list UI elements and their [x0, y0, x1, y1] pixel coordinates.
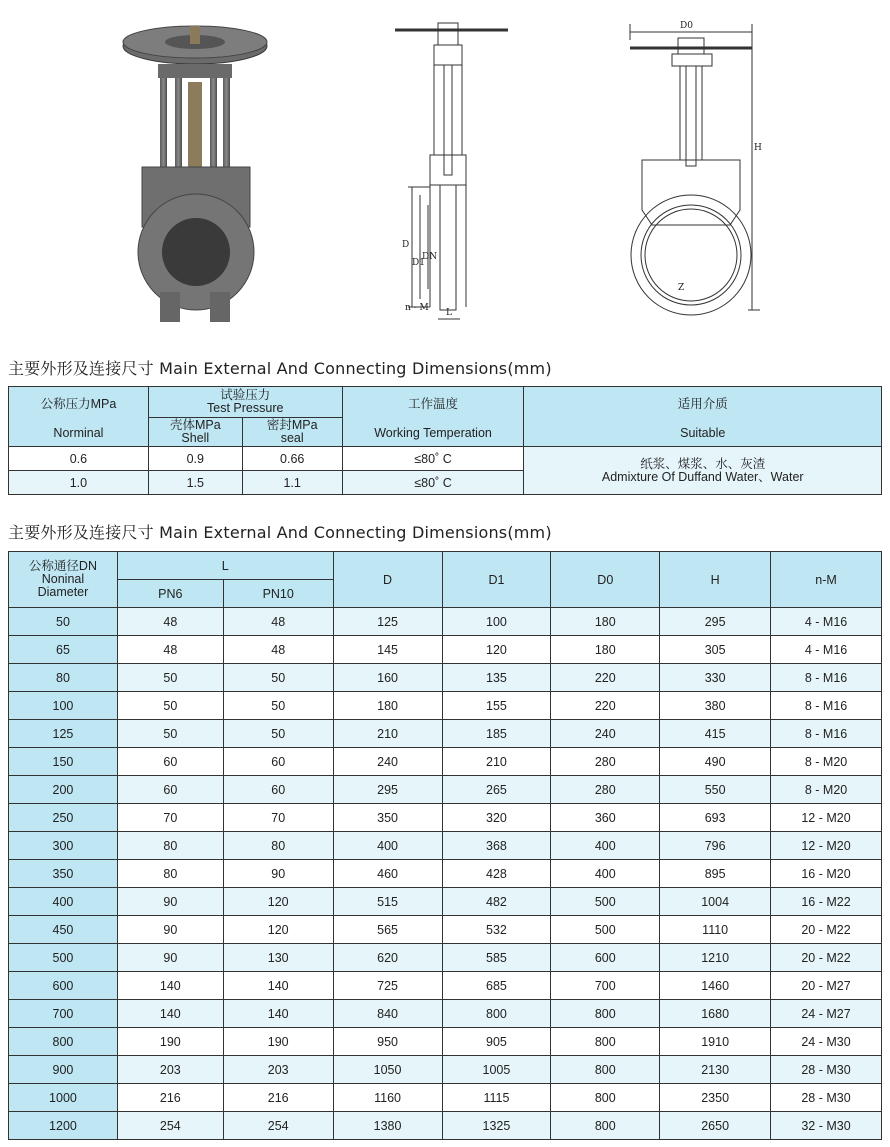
cell-l-pn6: 90 — [117, 916, 223, 944]
cell-nm: 8 - M20 — [771, 776, 882, 804]
header-pn6: PN6 — [117, 580, 223, 608]
cell-d1: 210 — [442, 748, 551, 776]
cell-d0: 800 — [551, 1028, 660, 1056]
cell-dn: 125 — [9, 720, 118, 748]
cell-d: 620 — [333, 944, 442, 972]
header-seal-en: seal — [280, 431, 304, 445]
cell-d1: 585 — [442, 944, 551, 972]
table-row — [9, 1084, 882, 1112]
cell-seal: 0.66 — [242, 447, 342, 471]
cell-d1: 135 — [442, 664, 551, 692]
label-D: D — [402, 240, 410, 250]
figure-area — [0, 0, 890, 340]
cell-l-pn6: 60 — [117, 776, 223, 804]
cell-l-pn10: 50 — [223, 692, 333, 720]
cell-h: 295 — [660, 608, 771, 636]
header-media-cn: 适用介质 — [677, 396, 728, 411]
cell-d0: 400 — [551, 832, 660, 860]
cell-l-pn10: 203 — [223, 1056, 333, 1084]
header-seal — [242, 418, 342, 447]
cell-nm: 16 - M22 — [771, 888, 882, 916]
media-en: Admixture Of Duffand Water、Water — [601, 469, 804, 484]
cell-d: 145 — [333, 636, 442, 664]
cell-l-pn10: 80 — [223, 832, 333, 860]
table-row — [9, 916, 882, 944]
cell-nm: 8 - M20 — [771, 748, 882, 776]
cell-nm: 20 - M22 — [771, 944, 882, 972]
header-dn-1: 公称通径DN — [28, 559, 97, 573]
cell-l-pn10: 90 — [223, 860, 333, 888]
cell-l-pn6: 70 — [117, 804, 223, 832]
cell-nm: 28 - M30 — [771, 1084, 882, 1112]
header-nM: n-M — [771, 552, 882, 608]
header-D1: D1 — [442, 552, 551, 608]
table-row — [9, 944, 882, 972]
cell-nm: 24 - M27 — [771, 1000, 882, 1028]
cell-d0: 500 — [551, 888, 660, 916]
cell-dn: 150 — [9, 748, 118, 776]
cell-d: 295 — [333, 776, 442, 804]
cell-l-pn6: 60 — [117, 748, 223, 776]
header-shell-en: Shell — [181, 431, 210, 445]
cell-l-pn10: 120 — [223, 888, 333, 916]
table-row — [9, 447, 882, 471]
cell-nm: 16 - M20 — [771, 860, 882, 888]
cell-l-pn10: 140 — [223, 1000, 333, 1028]
cell-d1: 685 — [442, 972, 551, 1000]
header-dn — [9, 552, 118, 608]
cell-nm: 32 - M30 — [771, 1112, 882, 1140]
cell-dn: 65 — [9, 636, 118, 664]
cell-d1: 320 — [442, 804, 551, 832]
cell-l-pn6: 50 — [117, 692, 223, 720]
header-D: D — [333, 552, 442, 608]
cell-d1: 120 — [442, 636, 551, 664]
cell-d0: 280 — [551, 776, 660, 804]
cell-l-pn6: 254 — [117, 1112, 223, 1140]
table-row — [9, 636, 882, 664]
cell-d1: 428 — [442, 860, 551, 888]
table-row — [9, 776, 882, 804]
header-temp-cn: 工作温度 — [408, 396, 459, 411]
cell-nm: 28 - M30 — [771, 1056, 882, 1084]
header-D0: D0 — [551, 552, 660, 608]
cell-h: 550 — [660, 776, 771, 804]
table-row — [9, 692, 882, 720]
section-title-1: 主要外形及连接尺寸 Main External And Connecting Dimensions(mm) — [8, 359, 552, 378]
table-row — [9, 1112, 882, 1140]
table-row — [9, 888, 882, 916]
table-row — [9, 664, 882, 692]
cell-l-pn10: 120 — [223, 916, 333, 944]
cell-dn: 200 — [9, 776, 118, 804]
cell-nm: 12 - M20 — [771, 832, 882, 860]
cell-l-pn10: 70 — [223, 804, 333, 832]
cell-dn: 300 — [9, 832, 118, 860]
cell-nm: 8 - M16 — [771, 692, 882, 720]
cell-dn: 900 — [9, 1056, 118, 1084]
cell-d1: 265 — [442, 776, 551, 804]
cell-d: 460 — [333, 860, 442, 888]
cell-h: 330 — [660, 664, 771, 692]
cell-shell: 0.9 — [148, 447, 242, 471]
cell-h: 490 — [660, 748, 771, 776]
cell-h: 415 — [660, 720, 771, 748]
cell-d: 1050 — [333, 1056, 442, 1084]
header-H: H — [660, 552, 771, 608]
cell-d0: 220 — [551, 692, 660, 720]
cell-h: 895 — [660, 860, 771, 888]
cell-l-pn6: 48 — [117, 608, 223, 636]
cell-l-pn10: 130 — [223, 944, 333, 972]
label-DN: DN — [422, 252, 438, 262]
cell-h: 1680 — [660, 1000, 771, 1028]
cell-dn: 100 — [9, 692, 118, 720]
valve-photo — [110, 22, 290, 327]
cell-d0: 280 — [551, 748, 660, 776]
cell-nm: 12 - M20 — [771, 804, 882, 832]
cell-nm: 4 - M16 — [771, 608, 882, 636]
cell-nm: 20 - M22 — [771, 916, 882, 944]
header-test-pressure — [148, 387, 342, 418]
cell-l-pn6: 203 — [117, 1056, 223, 1084]
cell-h: 1460 — [660, 972, 771, 1000]
cell-h: 693 — [660, 804, 771, 832]
front-view-drawing — [620, 10, 780, 330]
cell-dn: 80 — [9, 664, 118, 692]
label-nM: n - M — [405, 303, 429, 313]
cell-d: 160 — [333, 664, 442, 692]
header-temperature — [342, 387, 524, 447]
cell-d0: 600 — [551, 944, 660, 972]
header-test-cn: 试验压力 — [220, 388, 271, 402]
cell-d1: 155 — [442, 692, 551, 720]
cell-h: 1910 — [660, 1028, 771, 1056]
cell-d: 1380 — [333, 1112, 442, 1140]
label-D1: D1 — [412, 258, 425, 268]
header-test-en: Test Pressure — [207, 401, 284, 415]
cell-dn: 500 — [9, 944, 118, 972]
cell-l-pn6: 216 — [117, 1084, 223, 1112]
cell-d1: 482 — [442, 888, 551, 916]
dimensions-body — [9, 608, 882, 1140]
cell-d: 515 — [333, 888, 442, 916]
cell-d1: 800 — [442, 1000, 551, 1028]
label-L: L — [446, 308, 452, 318]
cell-nominal: 1.0 — [9, 471, 149, 495]
cell-d: 725 — [333, 972, 442, 1000]
cell-d0: 240 — [551, 720, 660, 748]
cell-l-pn10: 48 — [223, 608, 333, 636]
cell-d0: 180 — [551, 636, 660, 664]
cell-d: 565 — [333, 916, 442, 944]
cell-dn: 1200 — [9, 1112, 118, 1140]
header-nominal-cn: 公称压力MPa — [40, 396, 117, 411]
cell-l-pn10: 48 — [223, 636, 333, 664]
media-cn: 纸浆、煤浆、水、灰渣 — [640, 456, 766, 471]
cell-h: 305 — [660, 636, 771, 664]
table-row — [9, 860, 882, 888]
cell-nm: 4 - M16 — [771, 636, 882, 664]
cell-d: 180 — [333, 692, 442, 720]
cell-d0: 800 — [551, 1056, 660, 1084]
header-media-en: Suitable — [680, 425, 726, 440]
cell-l-pn6: 50 — [117, 664, 223, 692]
cell-dn: 250 — [9, 804, 118, 832]
cell-l-pn6: 80 — [117, 860, 223, 888]
header-shell-cn: 壳体MPa — [169, 418, 221, 432]
cell-l-pn6: 90 — [117, 944, 223, 972]
cell-d: 840 — [333, 1000, 442, 1028]
cell-nm: 24 - M30 — [771, 1028, 882, 1056]
cell-dn: 400 — [9, 888, 118, 916]
cell-d1: 1005 — [442, 1056, 551, 1084]
cell-d: 125 — [333, 608, 442, 636]
cell-h: 1110 — [660, 916, 771, 944]
table-row — [9, 720, 882, 748]
cell-l-pn10: 60 — [223, 776, 333, 804]
cell-d0: 500 — [551, 916, 660, 944]
cell-l-pn6: 140 — [117, 1000, 223, 1028]
cell-d0: 220 — [551, 664, 660, 692]
table-row — [9, 972, 882, 1000]
cell-dn: 450 — [9, 916, 118, 944]
cell-nm: 8 - M16 — [771, 720, 882, 748]
cell-d0: 360 — [551, 804, 660, 832]
table-row — [9, 804, 882, 832]
cell-d: 210 — [333, 720, 442, 748]
cell-l-pn6: 140 — [117, 972, 223, 1000]
header-L: L — [117, 552, 333, 580]
cell-d1: 1325 — [442, 1112, 551, 1140]
cell-d: 240 — [333, 748, 442, 776]
cell-l-pn6: 90 — [117, 888, 223, 916]
cell-dn: 1000 — [9, 1084, 118, 1112]
label-H: H — [754, 143, 762, 153]
header-dn-3: Diameter — [37, 585, 89, 599]
cell-d: 400 — [333, 832, 442, 860]
cell-dn: 600 — [9, 972, 118, 1000]
table-row — [9, 1028, 882, 1056]
cell-seal: 1.1 — [242, 471, 342, 495]
header-nominal-en: Norminal — [53, 425, 104, 440]
header-pn10: PN10 — [223, 580, 333, 608]
cell-d0: 400 — [551, 860, 660, 888]
cell-l-pn6: 50 — [117, 720, 223, 748]
cell-l-pn6: 80 — [117, 832, 223, 860]
table-row — [9, 1000, 882, 1028]
cell-nm: 8 - M16 — [771, 664, 882, 692]
cell-d0: 800 — [551, 1000, 660, 1028]
cell-l-pn10: 216 — [223, 1084, 333, 1112]
header-temp-en: Working Temperation — [374, 425, 492, 440]
cell-l-pn10: 190 — [223, 1028, 333, 1056]
cell-l-pn10: 50 — [223, 720, 333, 748]
cell-h: 1004 — [660, 888, 771, 916]
cell-h: 1210 — [660, 944, 771, 972]
cell-d0: 700 — [551, 972, 660, 1000]
cell-temp: ≤80˚ C — [342, 447, 524, 471]
cell-l-pn6: 48 — [117, 636, 223, 664]
cell-d1: 532 — [442, 916, 551, 944]
cell-temp: ≤80˚ C — [342, 471, 524, 495]
header-nominal — [9, 387, 149, 447]
cell-h: 380 — [660, 692, 771, 720]
cell-h: 2650 — [660, 1112, 771, 1140]
cell-l-pn10: 60 — [223, 748, 333, 776]
cell-nm: 20 - M27 — [771, 972, 882, 1000]
header-media — [524, 387, 882, 447]
label-mark: Z — [678, 283, 685, 293]
cell-d1: 905 — [442, 1028, 551, 1056]
side-section-drawing — [390, 15, 520, 330]
table-row — [9, 748, 882, 776]
cell-media — [524, 447, 882, 495]
cell-d: 1160 — [333, 1084, 442, 1112]
cell-d0: 800 — [551, 1112, 660, 1140]
cell-l-pn10: 140 — [223, 972, 333, 1000]
cell-nominal: 0.6 — [9, 447, 149, 471]
label-D0: D0 — [680, 21, 693, 31]
cell-dn: 700 — [9, 1000, 118, 1028]
table-row — [9, 832, 882, 860]
cell-d0: 800 — [551, 1084, 660, 1112]
cell-h: 796 — [660, 832, 771, 860]
cell-d1: 1115 — [442, 1084, 551, 1112]
cell-d0: 180 — [551, 608, 660, 636]
cell-d1: 185 — [442, 720, 551, 748]
cell-h: 2130 — [660, 1056, 771, 1084]
cell-d: 950 — [333, 1028, 442, 1056]
cell-d1: 368 — [442, 832, 551, 860]
dimensions-table — [8, 551, 882, 1140]
header-dn-2: Noninal — [41, 572, 85, 586]
cell-shell: 1.5 — [148, 471, 242, 495]
pressure-table — [8, 386, 882, 495]
cell-l-pn10: 254 — [223, 1112, 333, 1140]
cell-h: 2350 — [660, 1084, 771, 1112]
cell-l-pn10: 50 — [223, 664, 333, 692]
cell-d: 350 — [333, 804, 442, 832]
cell-dn: 800 — [9, 1028, 118, 1056]
cell-d1: 100 — [442, 608, 551, 636]
header-shell — [148, 418, 242, 447]
table-row — [9, 608, 882, 636]
header-seal-cn: 密封MPa — [266, 418, 318, 432]
cell-l-pn6: 190 — [117, 1028, 223, 1056]
table-row — [9, 1056, 882, 1084]
cell-dn: 350 — [9, 860, 118, 888]
cell-dn: 50 — [9, 608, 118, 636]
section-title-2: 主要外形及连接尺寸 Main External And Connecting Dimensions(mm) — [8, 523, 552, 542]
